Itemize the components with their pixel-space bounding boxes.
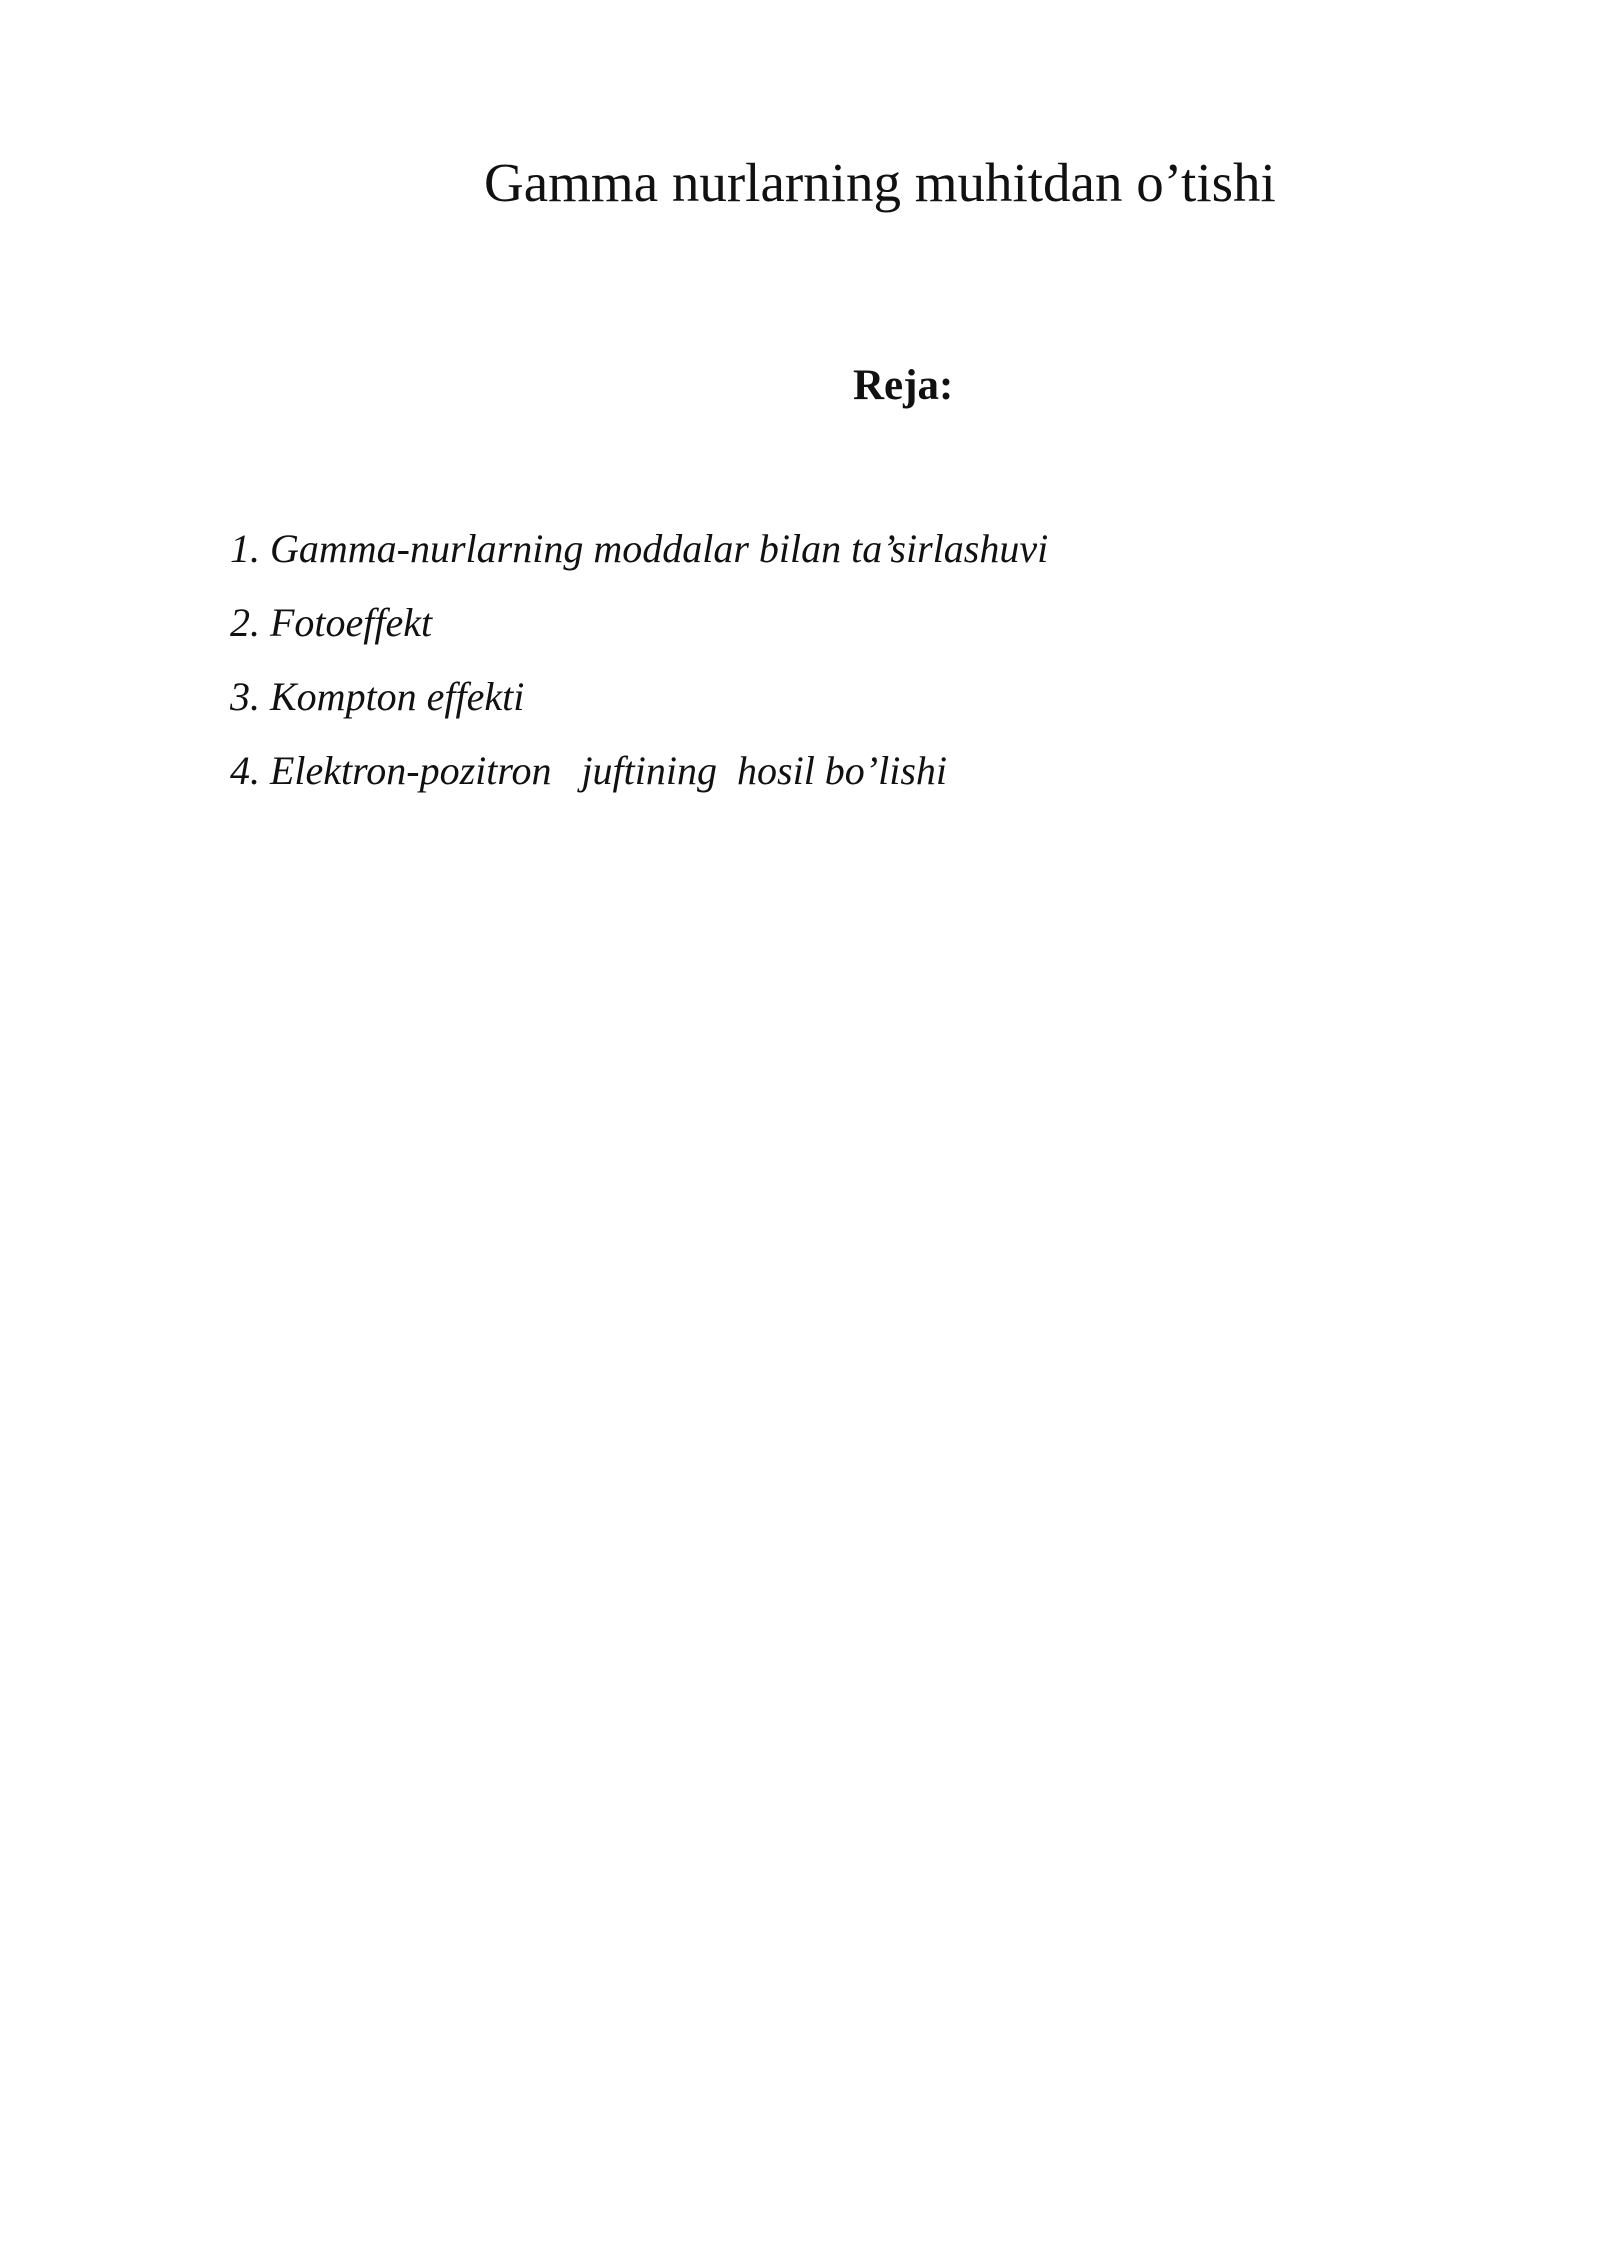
- plan-item: 4. Elektron-pozitron juftining hosil bo’lishi: [230, 748, 948, 793]
- plan-item: 1. Gamma-nurlarning moddalar bilan ta’sirlashuvi: [230, 526, 1049, 571]
- plan-heading: Reja:: [853, 362, 954, 409]
- plan-list: [230, 512, 1048, 808]
- document-title: Gamma nurlarning muhitdan o’tishi: [484, 152, 1276, 213]
- plan-item: 3. Kompton effekti: [230, 674, 525, 719]
- plan-item: 2. Fotoeffekt: [230, 600, 433, 645]
